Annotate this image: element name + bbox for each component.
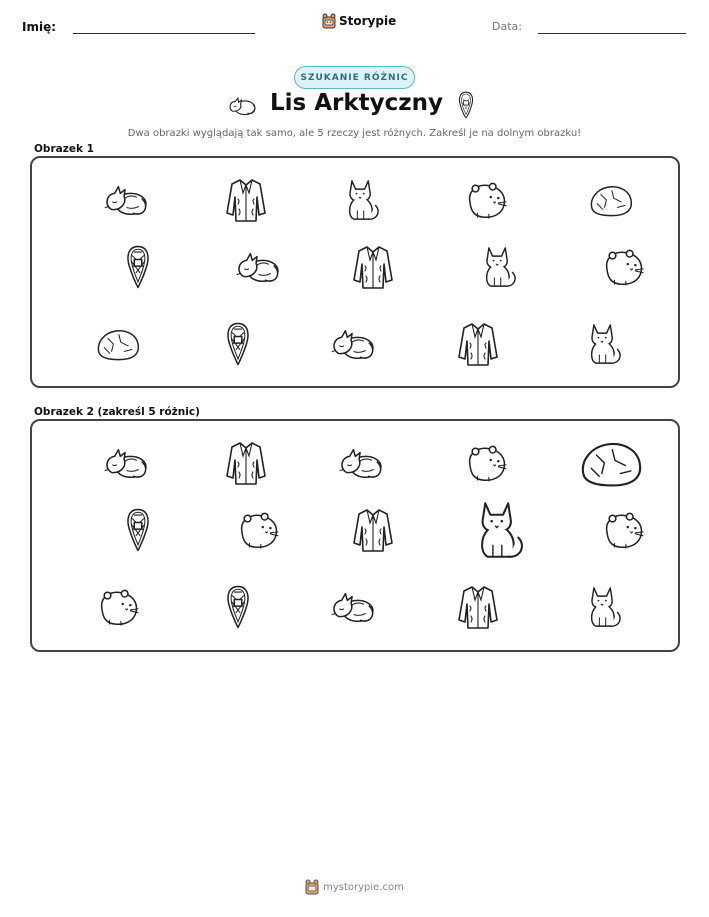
storypie-mascot-icon: [305, 879, 319, 895]
fur-coat-icon[interactable]: [456, 584, 500, 630]
date-label: Data:: [492, 20, 522, 33]
sitting-fox-icon: [341, 177, 381, 223]
hamster-icon[interactable]: [234, 510, 282, 550]
sitting-fox-icon[interactable]: [583, 584, 623, 630]
instructions: Dwa obrazki wyglądają tak samo, ale 5 rzeczy jest różnych. Zakreśl je na dolnym obrazku!: [127, 128, 582, 139]
hamster-icon[interactable]: [462, 443, 510, 483]
activity-badge: SZUKANIE RÓŻNIC: [294, 66, 415, 89]
sitting-fox-icon: [478, 244, 518, 290]
sitting-fox-icon: [583, 321, 623, 367]
date-field-line[interactable]: [538, 33, 686, 34]
snowshoe-icon[interactable]: [124, 506, 152, 554]
sleeping-fox-icon[interactable]: [102, 444, 150, 482]
footer: [0, 879, 709, 895]
name-label: Imię:: [22, 20, 57, 34]
fur-coat-icon: [351, 244, 395, 290]
hamster-icon: [462, 180, 510, 220]
fur-coat-icon: [456, 321, 500, 367]
rock-icon[interactable]: [578, 436, 644, 490]
panel-1-label: Obrazek 1: [34, 143, 94, 155]
picture-1-panel: [30, 156, 680, 388]
brand-logo: [322, 13, 396, 29]
page-title: Lis Arktyczny: [270, 90, 444, 116]
fur-coat-icon: [224, 177, 268, 223]
sleeping-fox-icon: [234, 248, 282, 286]
hamster-icon[interactable]: [599, 510, 647, 550]
picture-2-panel[interactable]: [30, 419, 680, 652]
hamster-icon[interactable]: [94, 587, 142, 627]
hamster-icon: [599, 247, 647, 287]
snowshoe-icon: [456, 91, 476, 123]
brand-name: Storypie: [339, 14, 397, 28]
rock-icon: [588, 181, 634, 219]
snowshoe-icon: [224, 320, 252, 368]
name-field-line[interactable]: [73, 33, 255, 34]
sleeping-fox-icon: [102, 181, 150, 219]
sleeping-fox-icon: [227, 93, 257, 121]
snowshoe-icon[interactable]: [224, 583, 252, 631]
rock-icon: [95, 325, 141, 363]
fur-coat-icon[interactable]: [224, 440, 268, 486]
sitting-fox-icon[interactable]: [470, 496, 526, 564]
panel-2-label: Obrazek 2 (zakreśl 5 różnic): [34, 406, 200, 418]
snowshoe-icon: [124, 243, 152, 291]
fur-coat-icon[interactable]: [351, 507, 395, 553]
sleeping-fox-icon[interactable]: [329, 588, 377, 626]
sleeping-fox-icon: [329, 325, 377, 363]
footer-url: mystorypie.com: [323, 881, 404, 893]
storypie-mascot-icon: [322, 13, 336, 29]
sleeping-fox-icon[interactable]: [337, 444, 385, 482]
